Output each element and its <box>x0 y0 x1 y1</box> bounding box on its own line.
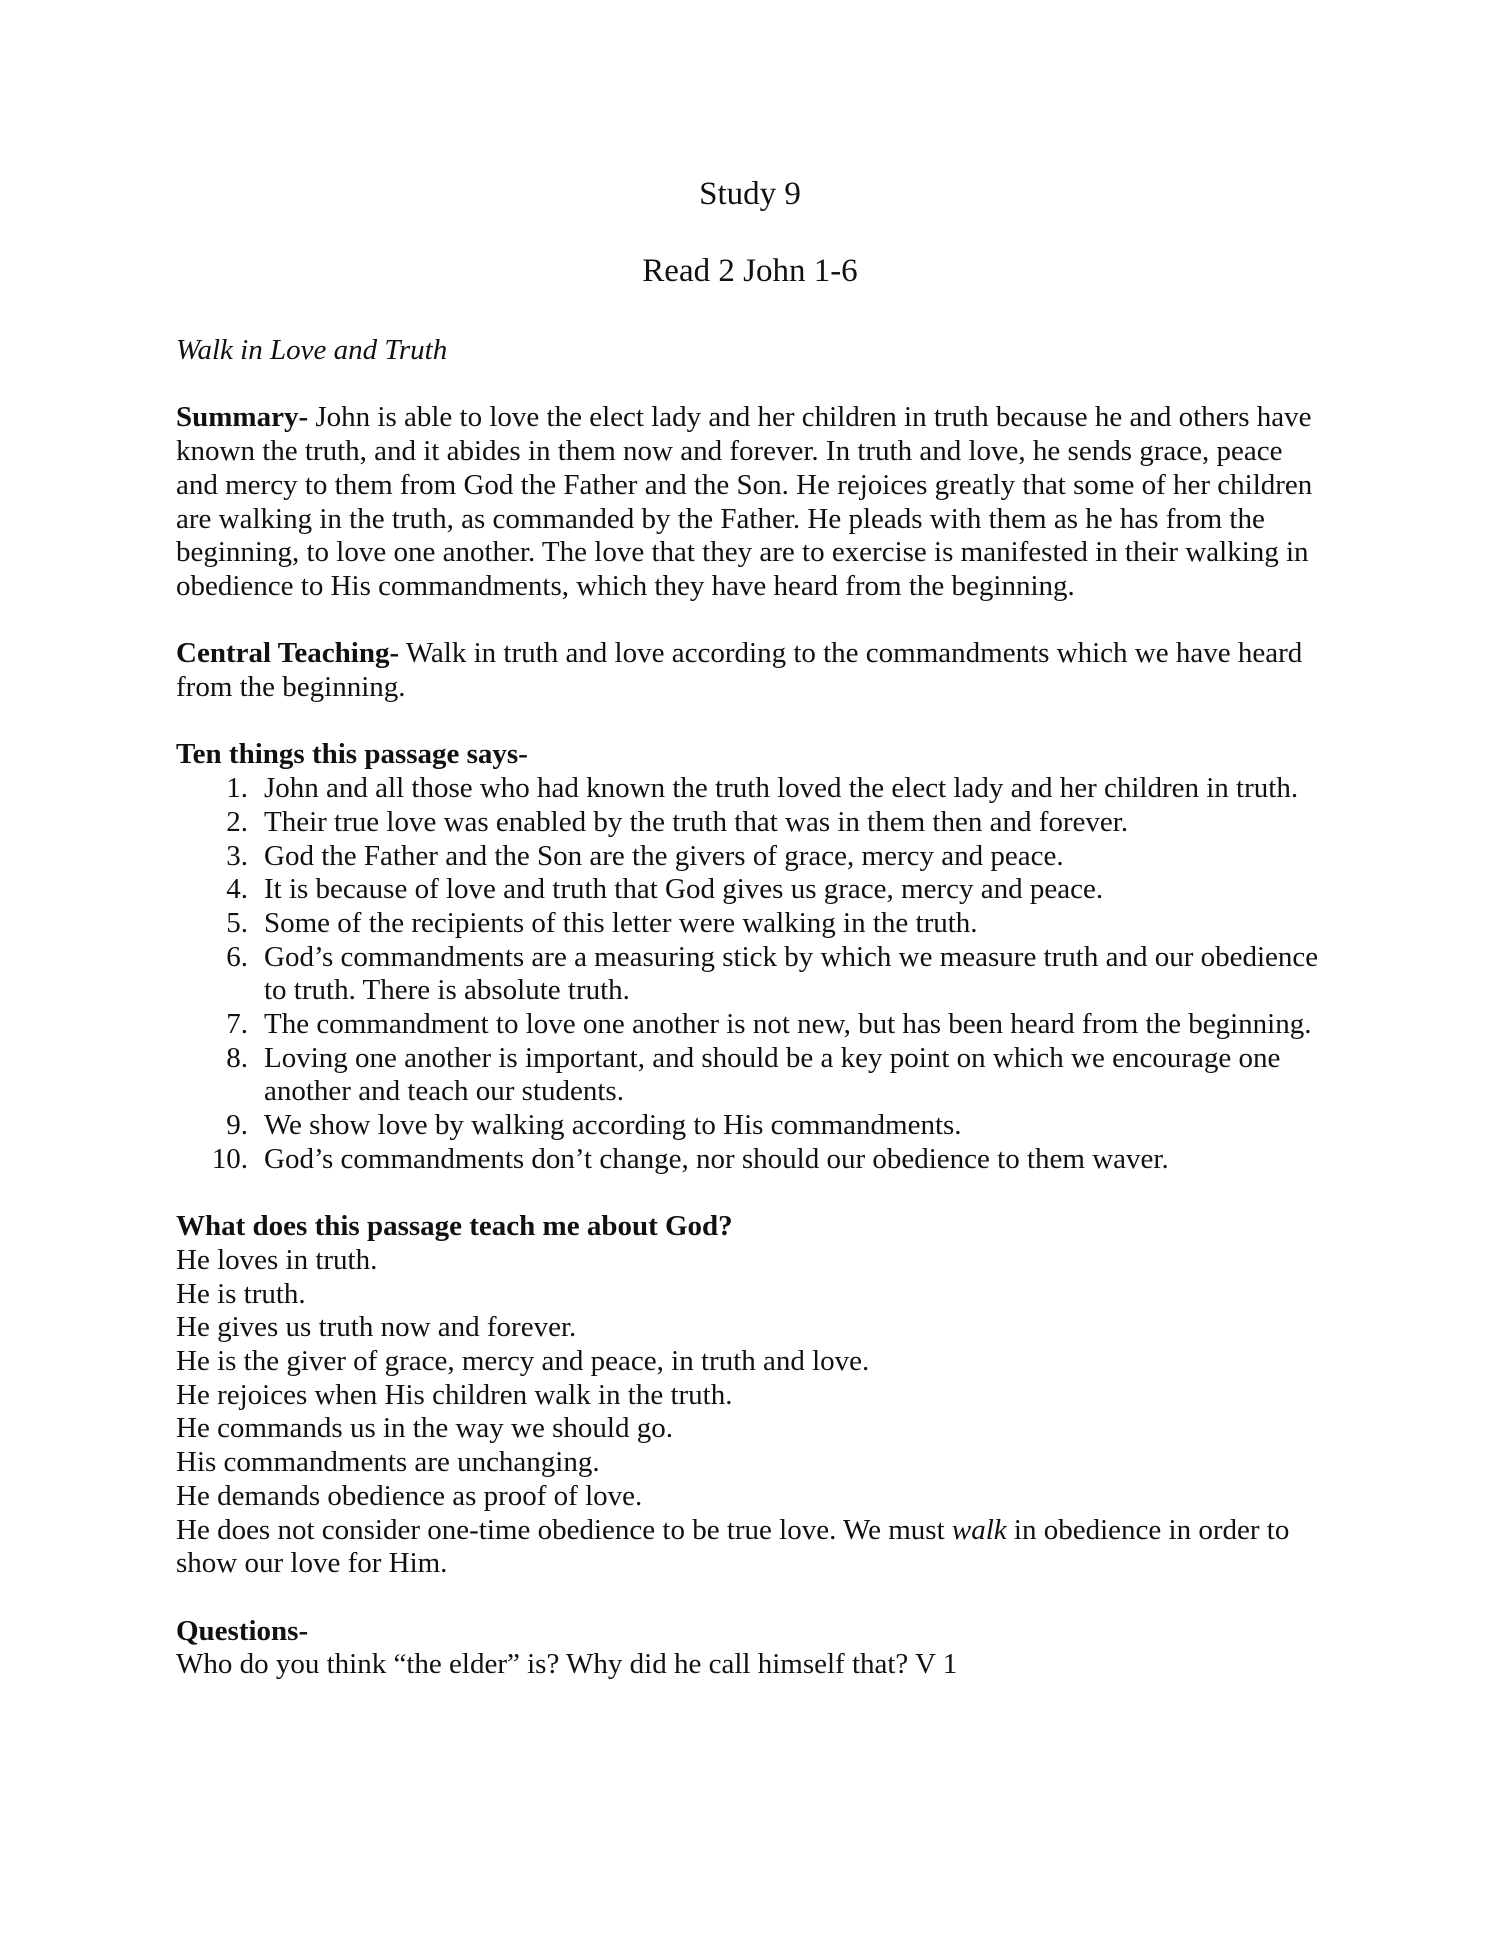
about-god-line: He is truth. <box>176 1277 306 1310</box>
list-text: God’s commandments don’t change, nor should our obedience to them waver. <box>264 1142 1169 1175</box>
about-god-heading-text: What does this passage teach me about God? <box>176 1210 733 1243</box>
ten-things-heading <box>176 738 1326 772</box>
question-line: Who do you think “the elder” is? Why did he call himself that? V 1 <box>176 1648 958 1681</box>
questions-list <box>176 1648 1326 1682</box>
list-item <box>176 941 1326 1008</box>
list-number: 2. <box>226 805 248 838</box>
list-number: 6. <box>226 940 248 973</box>
about-god-last-after: in obedience in order to show our love for Him. <box>176 1513 1290 1580</box>
questions-heading <box>176 1615 1326 1649</box>
list-item <box>176 1042 1326 1109</box>
about-god-line: He rejoices when His children walk in the truth. <box>176 1378 733 1411</box>
list-item <box>176 1143 1326 1177</box>
list-text: John and all those who had known the truth loved the elect lady and her children in truth. <box>264 772 1299 805</box>
list-item <box>176 907 1326 941</box>
list-number: 7. <box>226 1008 248 1041</box>
list-item <box>176 1109 1326 1143</box>
questions-heading-text: Questions- <box>176 1614 309 1647</box>
list-text: Some of the recipients of this letter were walking in the truth. <box>264 906 978 939</box>
about-god-line <box>176 1514 1326 1581</box>
list-number: 9. <box>226 1109 248 1142</box>
list-text: The commandment to love one another is not new, but has been heard from the beginning. <box>264 1008 1312 1041</box>
list-item <box>176 1008 1326 1042</box>
list-text: We show love by walking according to His commandments. <box>264 1109 962 1142</box>
list-number: 5. <box>226 906 248 939</box>
about-god-line: He gives us truth now and forever. <box>176 1311 577 1344</box>
list-item <box>176 873 1326 907</box>
page-title: Study 9 <box>699 176 801 212</box>
list-number: 1. <box>226 772 248 805</box>
about-god-line: He commands us in the way we should go. <box>176 1412 673 1445</box>
about-god-line: He is the giver of grace, mercy and peace, in truth and love. <box>176 1345 870 1378</box>
about-god-line: He demands obedience as proof of love. <box>176 1479 643 1512</box>
about-god-list <box>176 1244 1326 1514</box>
about-god-line: He loves in truth. <box>176 1243 378 1276</box>
list-number: 8. <box>226 1041 248 1074</box>
list-item <box>176 840 1326 874</box>
summary-paragraph <box>176 401 1326 603</box>
summary-label: Summary- <box>176 401 309 434</box>
list-text: It is because of love and truth that God gives us grace, mercy and peace. <box>264 873 1104 906</box>
summary-text: John is able to love the elect lady and her children in truth because he and others have known the truth, and it abides in them now and forever. In truth and love, he sends grace, peace and mercy to them from God the Father and the Son. He rejoices greatly that some of her children are walking in the truth, as commanded by the Father. He pleads with them as he has from the beginning, to love one another. The love that they are to exercise is manifested in their walking in obedience to His commandments, which they have heard from the beginning. <box>176 401 1313 602</box>
list-item <box>176 772 1326 806</box>
list-number: 10. <box>211 1142 248 1175</box>
ten-things-heading-text: Ten things this passage says- <box>176 738 528 771</box>
subtitle <box>176 334 1326 368</box>
central-teaching-label: Central Teaching- <box>176 637 400 670</box>
ten-things-list <box>176 772 1326 1176</box>
about-god-last-before: He does not consider one-time obedience to be true love. We must <box>176 1513 952 1546</box>
about-god-heading <box>176 1210 1326 1244</box>
reading-reference: Read 2 John 1-6 <box>642 253 858 289</box>
about-god-last-emph: walk <box>951 1513 1007 1546</box>
list-text: God the Father and the Son are the givers of grace, mercy and peace. <box>264 839 1064 872</box>
list-item <box>176 806 1326 840</box>
list-text: Their true love was enabled by the truth that was in them then and forever. <box>264 805 1129 838</box>
central-teaching-text: Walk in truth and love according to the commandments which we have heard from the beginning. <box>176 637 1303 703</box>
list-text: God’s commandments are a measuring stick by which we measure truth and our obedience to truth. There is absolute truth. <box>264 940 1319 1007</box>
list-number: 3. <box>226 839 248 872</box>
document-body <box>176 334 1326 1682</box>
about-god-line: His commandments are unchanging. <box>176 1446 600 1479</box>
central-teaching-paragraph <box>176 637 1326 704</box>
list-number: 4. <box>226 873 248 906</box>
subtitle-text: Walk in Love and Truth <box>176 334 448 366</box>
list-text: Loving one another is important, and should be a key point on which we encourage one another and teach our students. <box>264 1041 1281 1108</box>
